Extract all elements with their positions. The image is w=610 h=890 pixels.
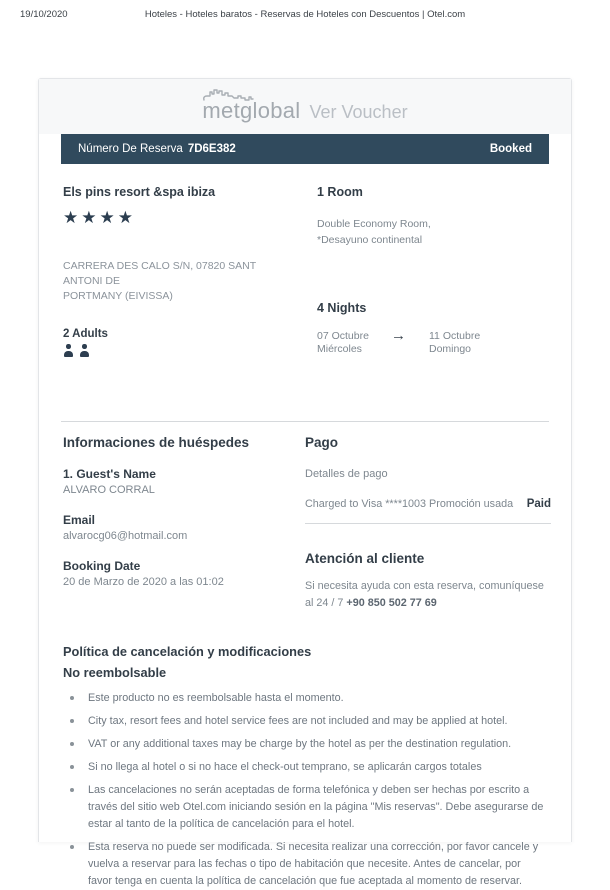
booking-date-label: Booking Date [63,559,141,573]
logo-header [39,79,571,134]
rooms-label: 1 Room [317,185,363,199]
policy-bullet: Las cancelaciones no serán aceptadas de forma telefónica y deben ser hechas por escrito a través del sitio web Otel.com iniciando sesión en la página "Mis reservas". Debe asegurarse de estar al tanto de la política de cancelación para el hotel. [63,782,547,833]
hotel-name: Els pins resort &spa ibiza [63,185,216,199]
hotel-address-line1: CARRERA DES CALO S/N, 07820 SANT ANTONI DE [63,260,256,287]
room-details [317,216,547,248]
support-message: Si necesita ayuda con esta reserva, comuníquese al 24 / 7 [305,580,544,609]
room-column [317,185,547,421]
star-rating: ★★★★ [63,208,136,227]
nights-label: 4 Nights [317,301,367,315]
stay-dates [317,327,547,355]
policy-bullet: Si no llega al hotel o si no hace el check-out temprano, se aplicarán cargos totales [63,759,547,776]
arrow-right-icon: → [391,327,406,344]
policy-bullet: Esta reserva no puede ser modificada. Si necesita realizar una corrección, por favor cancele y vuelva a reservar para las fechas o tipo de habitación que necesite. Antes de cancelar, por favor tenga en cuenta la política de cancelación que fue aceptada al momento de reservar. [63,839,547,890]
hotel-address [63,259,291,304]
checkin-day: Miércoles [317,343,362,355]
policy-bullet: VAT or any additional taxes may be charge by the hotel as per the destination regulation. [63,736,547,753]
booking-date-value: 20 de Marzo de 2020 a las 01:02 [63,576,224,588]
adults-block [63,328,317,357]
guest-name-label: 1. Guest's Name [63,467,156,481]
booking-date-field [63,559,305,588]
policy-bullet: Este producto no es reembolsable hasta el momento. [63,690,547,707]
checkout-day: Domingo [429,343,472,355]
payment-details-label: Detalles de pago [305,468,388,480]
adults-icons [63,344,317,357]
adults-label: 2 Adults [63,328,108,340]
print-date: 19/10/2020 [20,9,68,20]
payment-status: Paid [526,498,551,510]
person-icon [63,344,73,357]
guest-name-value: ALVARO CORRAL [63,484,155,496]
policy-subtitle: No reembolsable [63,665,167,680]
email-label: Email [63,513,96,527]
support-phone: +90 850 502 77 69 [346,596,437,609]
policy-title: Política de cancelación y modificaciones [63,644,312,659]
print-header [0,9,610,23]
reservation-number [78,143,236,155]
reservation-bar [61,134,549,164]
hotel-column [63,185,317,421]
print-page-title: Hoteles - Hoteles baratos - Reservas de Hoteles con Descuentos | Otel.com [144,9,466,20]
guest-info-title: Informaciones de huéspedes [63,435,250,450]
support-text [305,578,551,611]
payment-column [305,435,551,611]
hotel-address-line2: PORTMANY (EIVISSA) [63,290,173,302]
logo-text: metglobal [202,97,301,123]
cancellation-policy-section [39,644,571,890]
status-badge: Booked [489,143,532,155]
room-board: *Desayuno continental [317,234,423,246]
guest-payment-section [39,422,571,611]
payment-title: Pago [305,435,339,450]
policy-bullet: City tax, resort fees and hotel service fees are not included and may be applied at hotel. [63,713,547,730]
guest-info-column [63,435,305,611]
payment-row [305,498,551,524]
checkin-date: 07 Octubre [317,330,369,342]
reservation-number-label: Número De Reserva [78,143,183,155]
logo-suffix-label: Ver Voucher [309,101,408,122]
guest-name-field [63,467,305,496]
voucher-card [38,78,572,887]
email-field [63,513,305,542]
metglobal-logo [202,98,407,124]
policy-bullet-list [63,690,547,890]
room-type: Double Economy Room, [317,218,431,230]
payment-charged-text: Charged to Visa ****1003 Promoción usada [305,498,514,510]
checkout-date: 11 Octubre [429,330,481,342]
city-skyline-icon [203,88,265,101]
hotel-summary-section [39,164,571,421]
reservation-number-value: 7D6E382 [187,143,236,155]
email-value: alvarocg06@hotmail.com [63,530,188,542]
person-icon [79,344,89,357]
support-title: Atención al cliente [305,551,425,566]
